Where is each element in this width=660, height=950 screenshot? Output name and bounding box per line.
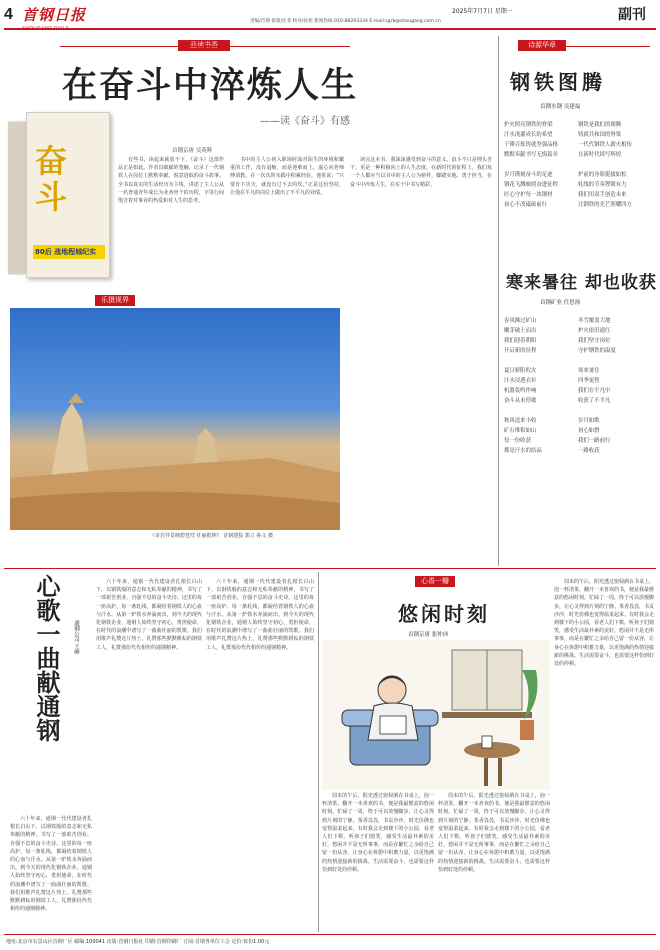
xin-ge-body-col3: 六十年来，通钢一代代建设者扎根长白山下，以钢铁般的意志和无私奉献的精神，书写了一部艰苦创业、自强不息的奋斗史诗。这里的每一座高炉、每一条轧线，都凝结着钢铁人的心血与汗水。从第一炉铁水奔涌而出，到今天的现代化钢铁企业，通钢人始终坚守初心，勇担使命，在时代的浪潮中谱写了一曲曲壮丽的凯歌。我们用歌声礼赞这片热土，礼赞那些默默耕耘的钢铁工人，礼赞那份代代相传的通钢精神。 [206, 579, 314, 651]
leisure-body-left: 周末的午后，阳光透过窗棂洒在书桌上，泡一杯清茶，翻开一本喜欢的书，便是我最惬意的悠闲时刻。忙碌了一周，终于可以放慢脚步，让心灵得到片刻的宁静。茶香袅袅，书页沙沙，时光仿佛也变得温柔起来。有时我会走到楼下的小公园，看老人们下棋，听孩子们嬉笑，感受生活最朴素的美好。悠闲并不是无所事事，而是在繁忙之余给自己留一份从容，让身心在休憩中积蓄力量，以更饱满的热情迎接新的挑战。生活需要奋斗，也需要这样恰到好处的停顿。 [322, 793, 434, 873]
leisure-illustration [322, 640, 550, 790]
page-number: 4 [4, 6, 13, 23]
masthead-title: 首钢日报 [22, 6, 87, 24]
poem-title-1: 钢铁图腾 [510, 70, 606, 94]
section-badge-photo: 乐摄视界 [95, 295, 135, 306]
xin-ge-body: 六十年来，通钢一代代建设者扎根长白山下，以钢铁般的意志和无私奉献的精神，书写了一部艰苦创业、自强不息的奋斗史诗。这里的每一座高炉、每一条轧线，都凝结着钢铁人的心血与汗水。从第一炉铁水奔涌而出，到今天的现代化钢铁企业，通钢人始终坚守初心，勇担使命，在时代的浪潮中谱写了一曲曲壮丽的凯歌。我们用歌声礼赞这片热土，礼赞那些默默耕耘的钢铁工人，礼赞那份代代相传的通钢精神。 [10, 816, 92, 913]
section-label: 副刊 [618, 7, 646, 23]
leisure-title: 悠闲时刻 [398, 602, 490, 626]
header-rule [4, 28, 656, 30]
xin-ge-byline: 通钢公司 王峰 [73, 620, 79, 655]
poem-title-2: 寒来暑往 却也收获 [506, 273, 657, 293]
poem-1-right: 钢铁是我们的图腾 铸就共和国的脊梁 一代代钢铁人薪火相传 在新时代续写辉煌 炉前的身影挺拔如松 轧线的节奏铿锵有力 我们用双手创造未来 让钢铁的光芒照耀四方 [578, 122, 632, 208]
xin-ge-title: 心歌一曲献通钢 [32, 574, 61, 742]
section-badge-book: 品读书香 [178, 40, 230, 51]
book-review-body-3: 读完这本书，我深深感受到奋斗的意义。奋斗不只是埋头苦干，更是一种积极向上的人生态度。在新时代的征程上，我们每一个人都应当以书中的主人公为榜样，脚踏实地、勇于担当，在奋斗中淬炼人生，在实干中书写精彩。 [350, 157, 492, 188]
issue-date: 2025年7月7日 星期一 [452, 8, 513, 15]
leisure-byline: 首钢京唐 张仲沛 [408, 632, 449, 638]
poem-byline-1: 首钢水钢 吴建福 [540, 104, 581, 110]
footer-rule [4, 934, 656, 935]
xin-ge-body-col2: 六十年来，通钢一代代建设者扎根长白山下，以钢铁般的意志和无私奉献的精神，书写了一部艰苦创业、自强不息的奋斗史诗。这里的每一座高炉、每一条轧线，都凝结着钢铁人的心血与汗水。从第一炉铁水奔涌而出，到今天的现代化钢铁企业，通钢人始终坚守初心，勇担使命，在时代的浪潮中谱写了一曲曲壮丽的凯歌。我们用歌声礼赞这片热土，礼赞那些默默耕耘的钢铁工人，礼赞那份代代相传的通钢精神。 [96, 579, 202, 651]
editor-info: 责编/首钢 排版/任菲 校对/孙苑 新闻热线:010-88293334 E-mail:sgrb@shougang.com.cn [250, 19, 441, 24]
poetry-badge-line [566, 46, 650, 47]
book-cover [8, 112, 112, 282]
section-badge-leisure: 心香一瓣 [415, 576, 455, 587]
book-cover-subtitle: 80后 战地程城纪实 [33, 245, 105, 259]
leisure-body-mid: 周末的午后，阳光透过窗棂洒在书桌上，泡一杯清茶，翻开一本喜欢的书，便是我最惬意的悠闲时刻。忙碌了一周，终于可以放慢脚步，让心灵得到片刻的宁静。茶香袅袅，书页沙沙，时光仿佛也变得温柔起来。有时我会走到楼下的小公园，看老人们下棋，听孩子们嬉笑，感受生活最朴素的美好。悠闲并不是无所事事，而是在繁忙之余给自己留一份从容，让身心在休憩中积蓄力量，以更饱满的热情迎接新的挑战。生活需要奋斗，也需要这样恰到好处的停顿。 [438, 793, 550, 873]
badge-line [60, 46, 350, 47]
poem-1-left: 炉火照亮钢铁的脊梁 汗水浇灌成长的希望 千锤百炼铸就坚强品格 默默奉献书写无悔篇章 岁月镌刻奋斗的足迹 钢花飞溅映照奋进征程 匠心守护每一块钢材 初心不改砥砺前行 [504, 122, 558, 208]
section-badge-poetry: 诗源华章 [518, 40, 566, 51]
poem-2-right: 冬雪覆盖大地 炉火依旧通红 我们坚守岗位 守护钢铁的温度 寒来暑往 四季更替 我们在平凡中 收获了不平凡 岁月如歌 初心如磐 我们一路前行 一路收获 [578, 318, 616, 454]
photo-caption: 《奇岩异景映碧苍穹 壮丽乾坤》 首钢建投 郭立 孙文 摄 [150, 533, 273, 539]
book-review-byline: 首钢京唐 吴英辉 [172, 148, 213, 154]
book-review-subtitle: ——读《奋斗》有感 [260, 116, 350, 127]
poem-byline-2: 首钢矿业 任思扬 [540, 300, 581, 306]
masthead [22, 4, 86, 30]
poetry-divider [498, 36, 499, 566]
book-review-body-2: 书中的主人公初入职场时面对陌生的环境和繁重的工作，没有退缩，而是迎难而上，虚心向老师傅请教，在一次次的实践中积累经验。他常说：“只要肯下功夫，就没有过不去的坎。”正是这份坚持，让他在平凡的岗位上做出了不平凡的业绩。 [230, 157, 344, 196]
desert-photo [10, 308, 340, 530]
mid-divider [4, 568, 656, 569]
book-cover-title: 奋斗 [35, 142, 68, 216]
footer-info: 地址:北京市石景山区首钢厂区 邮编:100041 出版:首钢日报社 印刷:首钢印刷厂 订阅:首钢各单位工会 定价:每份1.00元 [6, 939, 270, 945]
book-review-headline: 在奋斗中淬炼人生 [62, 65, 359, 106]
book-review-body-1: 有些书，读起来就放不下。《奋斗》这部作品正是如此。作者以细腻的笔触，记录了一代钢铁人在岗位上默默奉献、锐意进取的奋斗故事。全书以真实的生活经历为主线，讲述了主人公从一名普通青年成长为业务骨干的历程，字里行间饱含着对事业的热爱和对人生的思考。 [118, 157, 224, 205]
poem-2-left: 春风拂过矿山 嫩芽破土而出 我们迎着朝阳 开启新的征程 夏日骄阳似火 汗水浸透衣衫 机器轰鸣作响 奋斗从未停歇 秋风送来丰收 矿石堆积如山 每一份收获 都是汗水的结晶 [504, 318, 542, 454]
leisure-body-right: 周末的午后，阳光透过窗棂洒在书桌上，泡一杯清茶，翻开一本喜欢的书，便是我最惬意的悠闲时刻。忙碌了一周，终于可以放慢脚步，让心灵得到片刻的宁静。茶香袅袅，书页沙沙，时光仿佛也变得温柔起来。有时我会走到楼下的小公园，看老人们下棋，听孩子们嬉笑，感受生活最朴素的美好。悠闲并不是无所事事，而是在繁忙之余给自己留一份从容，让身心在休憩中积蓄力量，以更饱满的热情迎接新的挑战。生活需要奋斗，也需要这样恰到好处的停顿。 [554, 579, 654, 668]
leisure-divider [318, 572, 319, 932]
